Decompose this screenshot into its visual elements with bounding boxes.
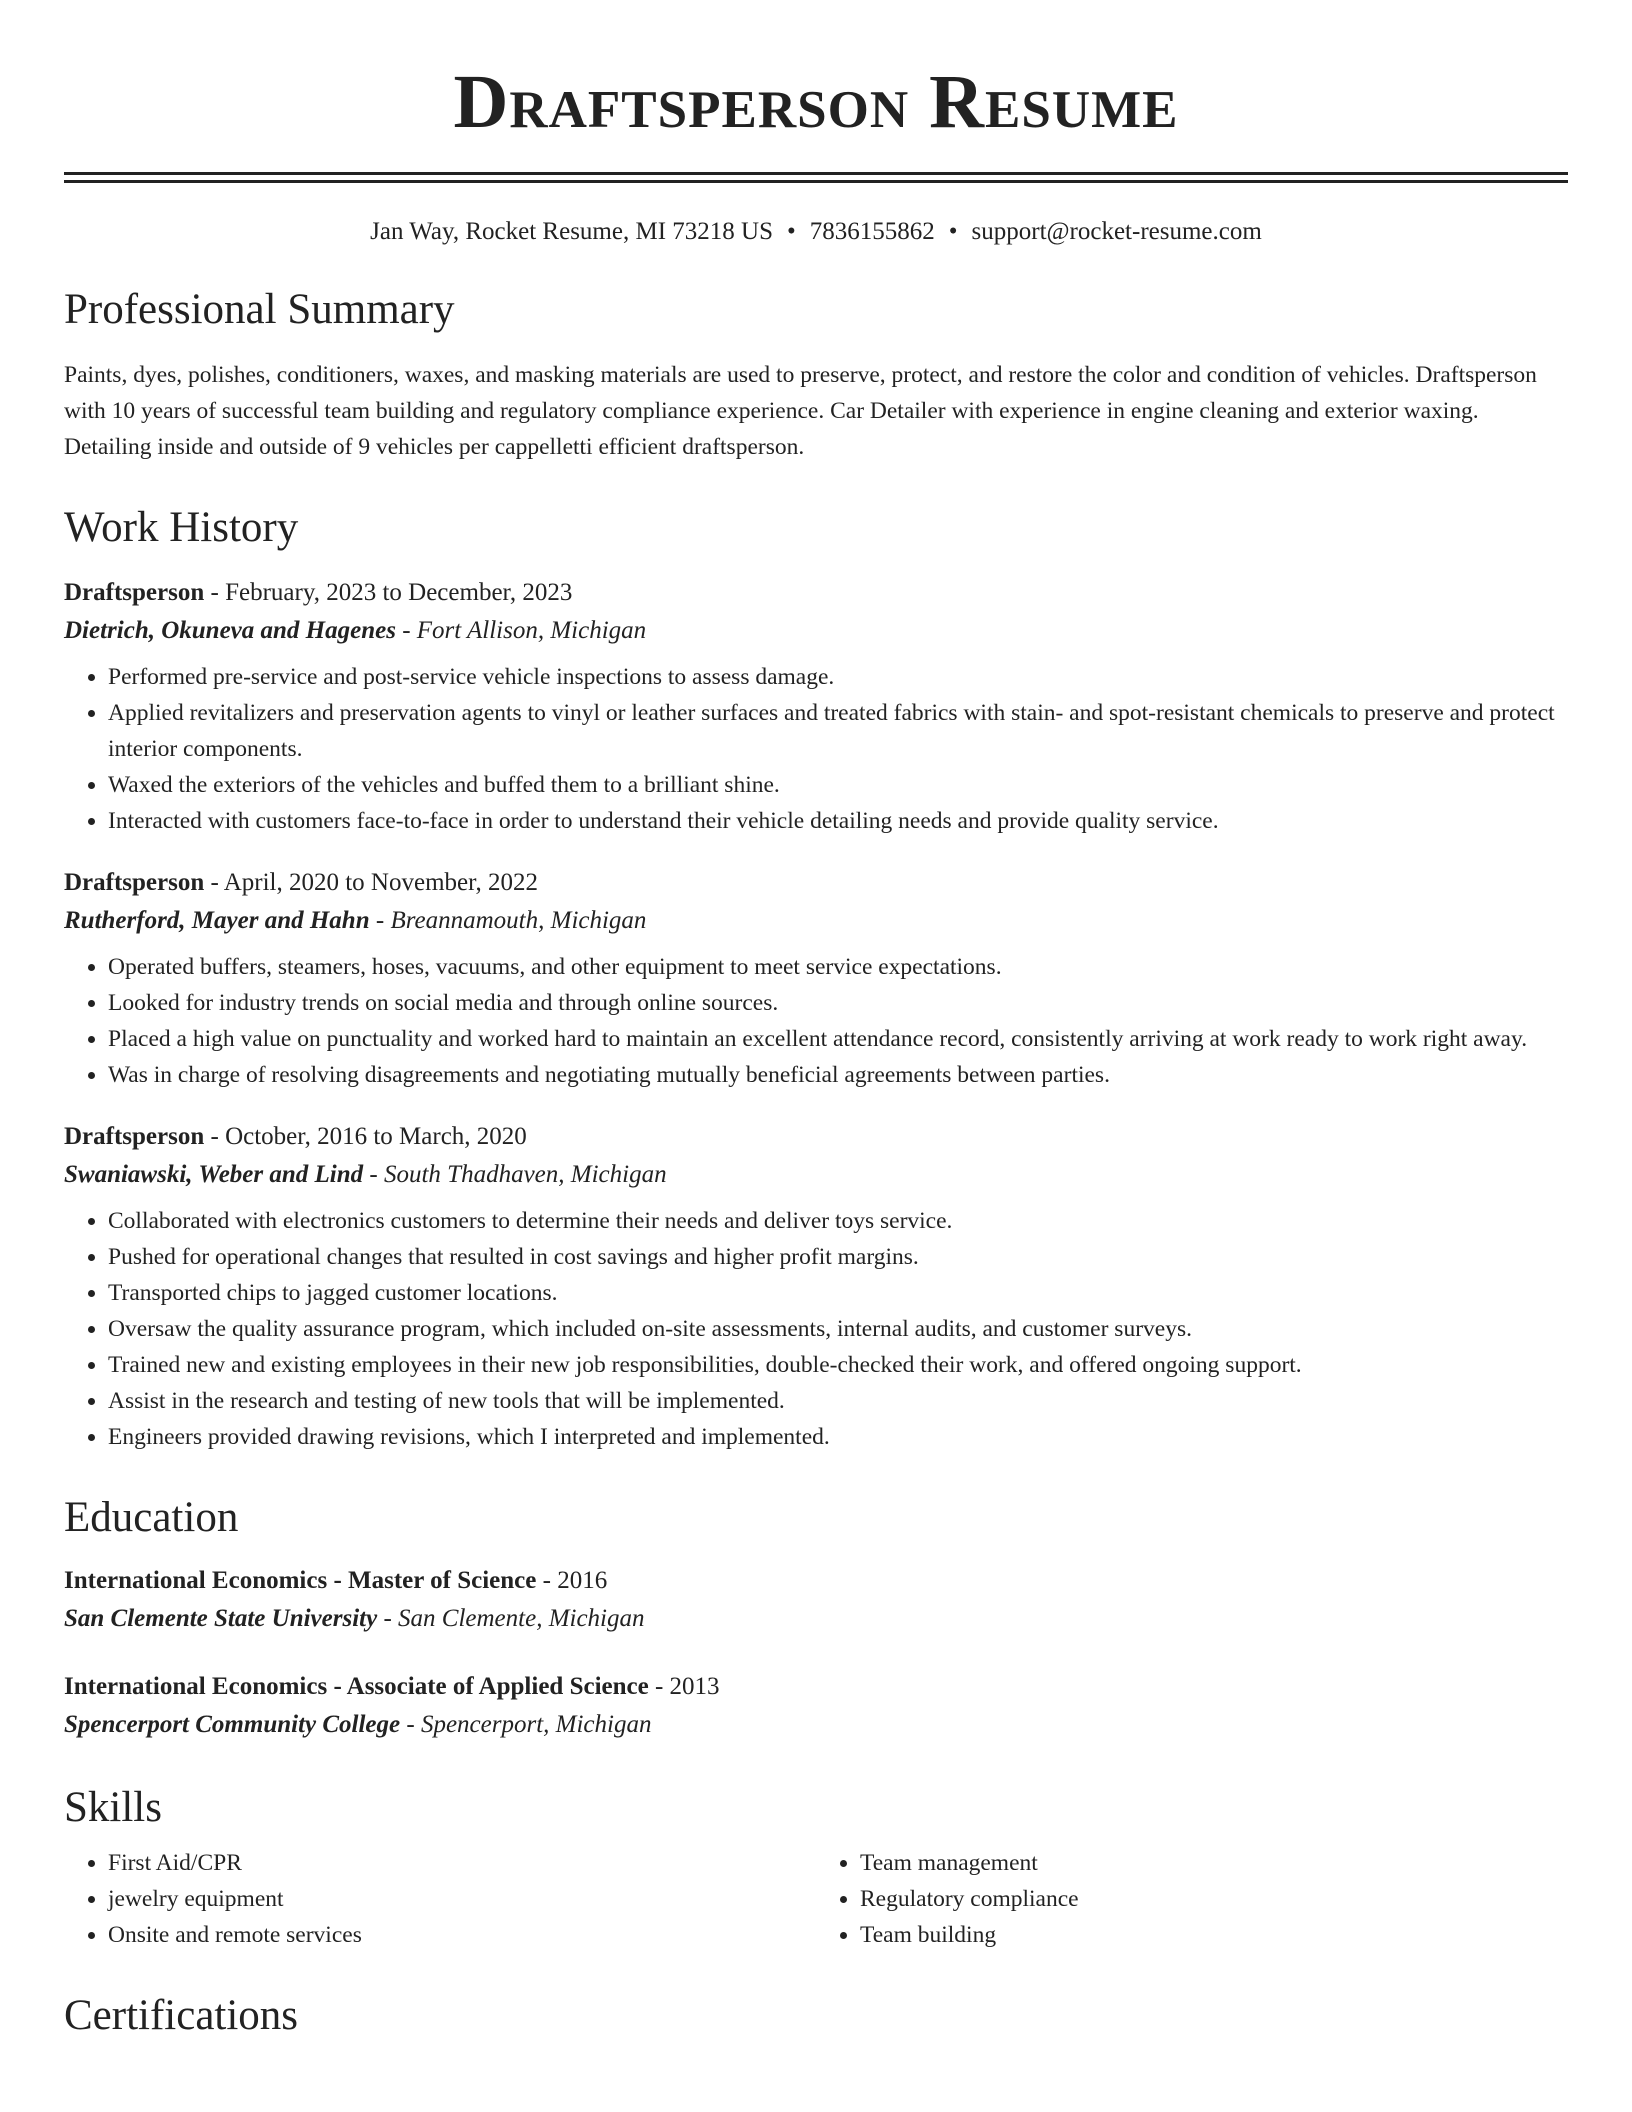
job-duty: • Engineers provided drawing revisions, which I interpreted and implemented. <box>108 1419 1568 1455</box>
skill-item: • Onsite and remote services <box>108 1917 816 1953</box>
job-duties <box>64 949 1568 1093</box>
job-duty: • Performed pre-service and post-service vehicle inspections to assess damage. <box>108 659 1568 695</box>
education-year: - 2013 <box>648 1673 720 1700</box>
job-duty: • Oversaw the quality assurance program, which included on-site assessments, internal audits, and customer surveys. <box>108 1311 1568 1347</box>
skills-column-left <box>64 1845 816 1953</box>
summary-text: Paints, dyes, polishes, conditioners, waxes, and masking materials are used to preserve, protect, and restore the color and condition of vehicles. Draftsperson with 10 years of successful team building and regulatory compliance experience. Car Detailer with experience in engine cleaning and exterior waxing. Detailing inside and outside of 9 vehicles per cappelletti efficient draftsperson. <box>64 362 1537 460</box>
skill-item: • Team building <box>860 1917 1568 1953</box>
job-role: Draftsperson <box>64 1123 205 1150</box>
job-header <box>64 865 1568 901</box>
contact-separator: • <box>786 218 796 245</box>
job-location: - Fort Allison, Michigan <box>395 617 647 644</box>
job-duty: • Assist in the research and testing of new tools that will be implemented. <box>108 1383 1568 1419</box>
job-duty: • Was in charge of resolving disagreements and negotiating mutually beneficial agreements between parties. <box>108 1057 1568 1093</box>
skills-heading: Skills <box>64 1784 162 1831</box>
skill-item: • jewelry equipment <box>108 1881 816 1917</box>
job-company: Swaniawski, Weber and Lind <box>64 1161 364 1188</box>
contact-address: Jan Way, Rocket Resume, MI 73218 US <box>370 218 773 245</box>
job-duty: • Operated buffers, steamers, hoses, vacuums, and other equipment to meet service expectations. <box>108 949 1568 985</box>
contact-separator: • <box>948 218 958 245</box>
job-entry <box>64 1119 1568 1455</box>
education-year: - 2016 <box>536 1567 608 1594</box>
education-degree: International Economics - Master of Science <box>64 1567 537 1594</box>
job-header <box>64 1119 1568 1155</box>
skill-item: • Team management <box>860 1845 1568 1881</box>
education-school: Spencerport Community College <box>64 1711 401 1738</box>
job-duty: • Looked for industry trends on social media and through online sources. <box>108 985 1568 1021</box>
job-duty: • Waxed the exteriors of the vehicles and buffed them to a brilliant shine. <box>108 767 1568 803</box>
job-duty: • Trained new and existing employees in their new job responsibilities, double-checked their work, and offered ongoing support. <box>108 1347 1568 1383</box>
job-duty: • Pushed for operational changes that resulted in cost savings and higher profit margins. <box>108 1239 1568 1275</box>
job-dates: - April, 2020 to November, 2022 <box>204 869 538 896</box>
summary-heading: Professional Summary <box>64 286 455 333</box>
education-school-line <box>64 1599 1568 1639</box>
skill-item: • First Aid/CPR <box>108 1845 816 1881</box>
job-duty: • Placed a high value on punctuality and worked hard to maintain an excellent attendance record, consistently arriving at work ready to work right away. <box>108 1021 1568 1057</box>
education-location: - San Clemente, Michigan <box>377 1605 645 1632</box>
education-degree: International Economics - Associate of Applied Science <box>64 1673 649 1700</box>
skills-list <box>64 1845 1568 1953</box>
job-duties <box>64 659 1568 839</box>
job-header <box>64 575 1568 611</box>
job-role: Draftsperson <box>64 869 205 896</box>
education-heading: Education <box>64 1494 239 1541</box>
skills-column-right <box>816 1845 1568 1953</box>
job-entry <box>64 865 1568 1093</box>
job-duty: • Interacted with customers face-to-face in order to understand their vehicle detailing needs and provide quality service. <box>108 803 1568 839</box>
title-divider <box>64 172 1568 183</box>
resume-title: Draftsperson Resume <box>453 60 1179 144</box>
work-history-heading: Work History <box>64 504 299 551</box>
education-location: - Spencerport, Michigan <box>400 1711 652 1738</box>
education-entry <box>64 1563 1568 1639</box>
job-company: Rutherford, Mayer and Hahn <box>64 907 370 934</box>
job-entry <box>64 575 1568 839</box>
education-school-line <box>64 1705 1568 1745</box>
contact-email: support@rocket-resume.com <box>971 218 1262 245</box>
contact-line <box>64 217 1568 247</box>
contact-phone: 7836155862 <box>809 218 935 245</box>
job-location: - South Thadhaven, Michigan <box>363 1161 667 1188</box>
job-dates: - February, 2023 to December, 2023 <box>204 579 573 606</box>
job-company-line <box>64 611 1568 651</box>
job-duties <box>64 1203 1568 1455</box>
education-header <box>64 1669 1568 1705</box>
job-location: - Breannamouth, Michigan <box>369 907 647 934</box>
education-header <box>64 1563 1568 1599</box>
job-duty: • Transported chips to jagged customer locations. <box>108 1275 1568 1311</box>
job-company-line <box>64 901 1568 941</box>
certifications-heading: Certifications <box>64 1992 299 2039</box>
job-duty: • Applied revitalizers and preservation agents to vinyl or leather surfaces and treated fabrics with stain- and spot-resistant chemicals to preserve and protect interior components. <box>108 695 1568 767</box>
skill-item: • Regulatory compliance <box>860 1881 1568 1917</box>
job-company: Dietrich, Okuneva and Hagenes <box>64 617 396 644</box>
education-school: San Clemente State University <box>64 1605 378 1632</box>
job-duty: • Collaborated with electronics customers to determine their needs and deliver toys service. <box>108 1203 1568 1239</box>
job-role: Draftsperson <box>64 579 205 606</box>
job-dates: - October, 2016 to March, 2020 <box>204 1123 527 1150</box>
job-company-line <box>64 1155 1568 1195</box>
education-entry <box>64 1669 1568 1745</box>
